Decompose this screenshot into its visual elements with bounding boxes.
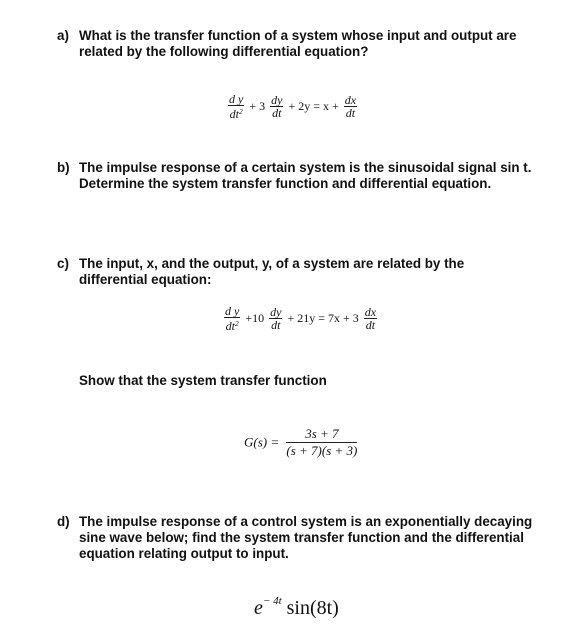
equation-c-coef-2: +10 [245, 311, 265, 326]
equation-c-term-1 [224, 305, 240, 332]
transfer-function-lhs: G(s) = [244, 434, 280, 450]
equation-d [254, 595, 339, 620]
question-c-line-2: differential equation: [79, 272, 212, 287]
transfer-function-denominator: (s + 7)(s + 3) [286, 443, 358, 458]
transfer-function-numerator: 3s + 7 [286, 426, 357, 443]
question-d-label: d) [57, 514, 70, 529]
question-b-line-2: Determine the system transfer function and differential equation. [79, 176, 492, 191]
equation-a-coef-2: + 3 [249, 99, 266, 114]
question-d-line-3: equation relating output to input. [79, 546, 289, 561]
equation-c-term-1-exp: 2 [234, 319, 239, 328]
equation-a-term-2 [270, 94, 283, 119]
equation-c-term-3 [364, 306, 377, 331]
equation-d-exponent: − 4t [262, 595, 282, 607]
equation-a-rest: + 2y = x + [288, 99, 339, 114]
question-a-line-2: related by the following differential equation? [79, 44, 369, 59]
equation-c-term-2-den: dt [271, 318, 281, 333]
equation-c-term-2 [269, 306, 282, 331]
question-a-label: a) [57, 28, 69, 43]
equation-a-term-3-den: dt [345, 106, 356, 121]
equation-d-function: sin(8t) [286, 597, 339, 619]
question-a-line-1: What is the transfer function of a system whose input and output are [79, 28, 517, 43]
equation-a-term-3 [344, 94, 357, 119]
question-d-line-2: sine wave below; find the system transfer function and the differential [79, 530, 524, 545]
question-c-label: c) [57, 256, 69, 271]
equation-a-term-2-den: dt [272, 106, 282, 121]
equation-c [224, 305, 377, 332]
equation-a-term-3-num: dx [344, 93, 357, 108]
question-b-line-1: The impulse response of a certain system is the sinusoidal signal sin t. [79, 160, 532, 175]
equation-c-term-2-num: dy [270, 305, 282, 320]
question-c-followup: Show that the system transfer function [79, 373, 327, 388]
equation-a-term-1 [228, 93, 244, 120]
equation-a [228, 93, 357, 120]
question-d-line-1: The impulse response of a control system is an exponentially decaying [79, 514, 533, 529]
equation-a-term-1-num: d y [229, 92, 244, 106]
question-c-line-1: The input, x, and the output, y, of a system are related by the [79, 256, 465, 271]
transfer-function-fraction [286, 426, 357, 459]
equation-a-term-1-exp: 2 [238, 107, 243, 116]
equation-c-term-3-num: dx [364, 305, 377, 320]
equation-c-term-1-num: d y [225, 304, 240, 318]
question-b-label: b) [57, 160, 70, 175]
equation-c-term-3-den: dt [365, 318, 376, 333]
equation-c-term-1-den: dt [225, 319, 235, 334]
equation-a-term-2-num: dy [271, 93, 283, 108]
equation-a-term-1-den: dt [229, 107, 239, 122]
equation-d-base: e [254, 597, 263, 619]
equation-c-rest: + 21y = 7x + 3 [287, 311, 359, 326]
transfer-function [244, 426, 357, 459]
